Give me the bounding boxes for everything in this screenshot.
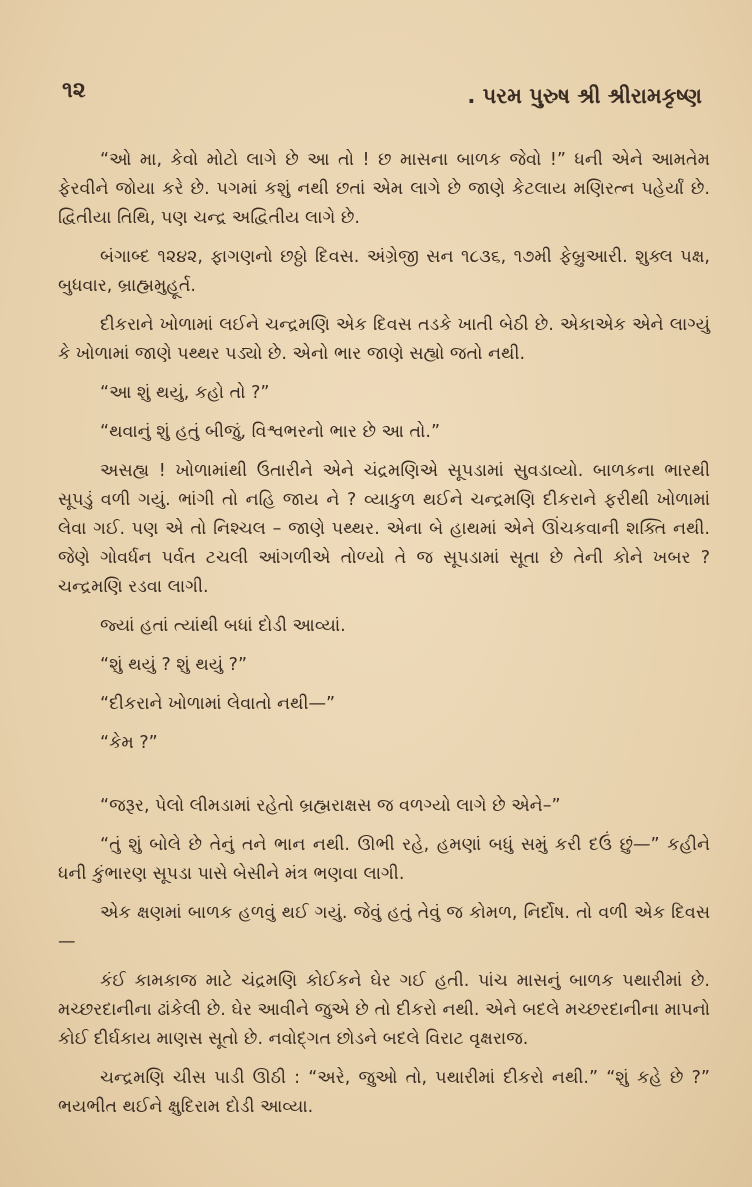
section-gap [58,768,710,792]
paragraph-1: “ઓ મા, કેવો મોટો લાગે છે આ તો ! છ માસના બાળક જેવો !” ધની એને આમતેમ ફેરવીને જોયા કરે છે. પગમાં કશું નથી છતાં એમ લાગે છે જાણે કેટલાય મણિરત્ન પહેર્યાં છે. દ્વિતીયા તિથિ, પણ ચન્દ્ર અદ્વિતીય લાગે છે. [58,150,710,228]
running-title: . પરમ પુરુષ શ્રી શ્રીરામકૃષ્ણ [467,84,702,108]
paragraph-13: એક ક્ષણમાં બાળક હળવું થઈ ગયું. જેવું હતું તેવું જ કોમળ, નિર્દોષ. તો વળી એક દિવસ— [58,903,710,952]
paragraph-14: કંઈ કામકાજ માટે ચંદ્રમણિ કોઈકને ઘેર ગઈ હતી. પાંચ માસનું બાળક પથારીમાં છે. મચ્છરદાનીના ઢાંકેલી છે. ઘેર આવીને જુએ છે તો દીકરો નથી. એને બદલે મચ્છરદાનીના માપનો કોઈ દીર્ઘકાય માણસ સૂતો છે. નવોદ્ગત છોડને બદલે વિરાટ વૃક્ષરાજ. [58,971,710,1049]
paragraph-6: અસહ્ય ! ખોળામાંથી ઉતારીને એને ચંદ્રમણિએ સૂપડામાં સુવડાવ્યો. બાળકના ભારથી સૂપડું વળી ગયું. ભાંગી તો નહિ જાય ને ? વ્યાકુળ થઈને ચન્દ્રમણિ દીકરાને ફરીથી ખોળામાં લેવા ગઈ. પણ એ તો નિશ્ચલ – જાણે પથ્થર. એના બે હાથમાં એને ઊંચકવાની શક્તિ નથી. જેણે ગોવર્ધન પર્વત ટચલી આંગળીએ તોળ્યો તે જ સૂપડામાં સૂતા છે તેની કોને ખબર ? ચન્દ્રમણિ રડવા લાગી. [58,461,710,597]
paragraph-15: ચન્દ્રમણિ ચીસ પાડી ઊઠી : “અરે, જુઓ તો, પથારીમાં દીકરો નથી.” “શું કહે છે ?” ભયભીત થઈને ક્ષુદિરામ દોડી આવ્યા. [58,1068,710,1117]
paragraph-8: “શું થયું ? શું થયું ?” [100,655,248,675]
page-number: ૧૨ [62,78,86,103]
paragraph-3: દીકરાને ખોળામાં લઈને ચન્દ્રમણિ એક દિવસ તડકે ખાતી બેઠી છે. એકાએક એને લાગ્યું કે ખોળામાં જાણે પથ્થર પડ્યો છે. એનો ભાર જાણે સહ્યો જતો નથી. [58,315,710,364]
paragraph-2: બંગાબ્દ ૧૨૪૨, ફાગણનો છઠ્ઠો દિવસ. અંગ્રેજી સન ૧૮૩૬, ૧૭મી ફેબ્રુઆરી. શુક્લ પક્ષ, બુધવાર, બ્રાહ્મમુહૂર્ત. [58,247,710,296]
paragraph-4: “આ શું થયું, કહો તો ?” [100,383,270,403]
paragraph-9: “દીકરાને ખોળામાં લેવાતો નથી—” [100,694,336,714]
page-body [58,146,710,1132]
paragraph-11: “જરૂર, પેલો લીમડામાં રહેતો બ્રહ્મરાક્ષસ જ વળગ્યો લાગે છે એને–” [100,796,561,816]
paragraph-12: “તું શું બોલે છે તેનું તને ભાન નથી. ઊભી રહે, હમણાં બધું સમું કરી દઉં છું—” કહીને ધની કુંભારણ સૂપડા પાસે બેસીને મંત્ર ભણવા લાગી. [58,835,710,884]
paragraph-5: “થવાનું શું હતું બીજું, વિશ્વભરનો ભાર છે આ તો.” [100,422,441,442]
page-header [0,78,752,118]
paragraph-10: “કેમ ?” [100,733,158,753]
paragraph-7: જ્યાં હતાં ત્યાંથી બધાં દોડી આવ્યાં. [100,616,346,636]
